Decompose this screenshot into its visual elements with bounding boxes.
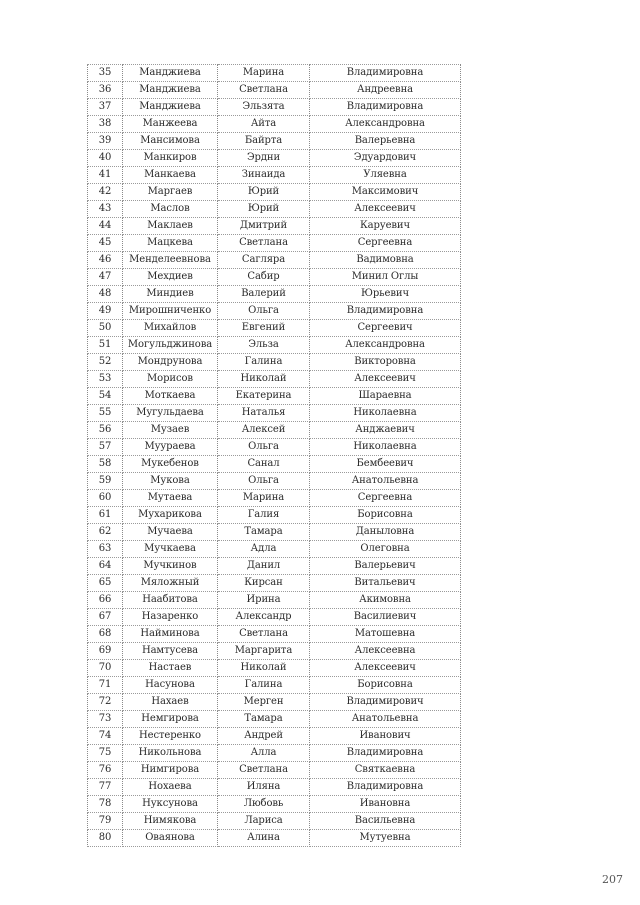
row-number: 63 <box>88 541 123 558</box>
table-row <box>88 184 461 201</box>
table-row <box>88 575 461 592</box>
row-number: 64 <box>88 558 123 575</box>
row-number: 42 <box>88 184 123 201</box>
given-name-cell: Маргарита <box>218 643 310 660</box>
name-list-body <box>88 65 461 847</box>
patronymic-cell: Каруевич <box>310 218 461 235</box>
row-number: 41 <box>88 167 123 184</box>
table-row <box>88 796 461 813</box>
given-name-cell: Марина <box>218 65 310 82</box>
patronymic-cell: Борисовна <box>310 677 461 694</box>
row-number: 35 <box>88 65 123 82</box>
row-number: 57 <box>88 439 123 456</box>
patronymic-cell: Витальевич <box>310 575 461 592</box>
patronymic-cell: Юрьевич <box>310 286 461 303</box>
given-name-cell: Андрей <box>218 728 310 745</box>
patronymic-cell: Владимировна <box>310 303 461 320</box>
row-number: 44 <box>88 218 123 235</box>
given-name-cell: Алексей <box>218 422 310 439</box>
row-number: 54 <box>88 388 123 405</box>
surname-cell: Нимякова <box>123 813 218 830</box>
table-row <box>88 813 461 830</box>
surname-cell: Нахаев <box>123 694 218 711</box>
patronymic-cell: Сергеевна <box>310 235 461 252</box>
row-number: 39 <box>88 133 123 150</box>
table-row <box>88 422 461 439</box>
surname-cell: Мучаева <box>123 524 218 541</box>
given-name-cell: Сабир <box>218 269 310 286</box>
table-row <box>88 371 461 388</box>
patronymic-cell: Акимовна <box>310 592 461 609</box>
patronymic-cell: Шараевна <box>310 388 461 405</box>
given-name-cell: Галина <box>218 354 310 371</box>
patronymic-cell: Алексеевич <box>310 371 461 388</box>
surname-cell: Маслов <box>123 201 218 218</box>
table-row <box>88 99 461 116</box>
given-name-cell: Николай <box>218 371 310 388</box>
table-row <box>88 252 461 269</box>
surname-cell: Немгирова <box>123 711 218 728</box>
surname-cell: Мирошниченко <box>123 303 218 320</box>
row-number: 65 <box>88 575 123 592</box>
surname-cell: Михайлов <box>123 320 218 337</box>
table-row <box>88 405 461 422</box>
given-name-cell: Тамара <box>218 711 310 728</box>
patronymic-cell: Уляевна <box>310 167 461 184</box>
surname-cell: Насунова <box>123 677 218 694</box>
patronymic-cell: Максимович <box>310 184 461 201</box>
given-name-cell: Адла <box>218 541 310 558</box>
row-number: 40 <box>88 150 123 167</box>
table-row <box>88 643 461 660</box>
given-name-cell: Эльза <box>218 337 310 354</box>
patronymic-cell: Алексеевич <box>310 660 461 677</box>
table-row <box>88 524 461 541</box>
surname-cell: Мухарикова <box>123 507 218 524</box>
given-name-cell: Светлана <box>218 626 310 643</box>
table-row <box>88 677 461 694</box>
row-number: 50 <box>88 320 123 337</box>
surname-cell: Найминова <box>123 626 218 643</box>
given-name-cell: Байрта <box>218 133 310 150</box>
given-name-cell: Дмитрий <box>218 218 310 235</box>
patronymic-cell: Анатольевна <box>310 711 461 728</box>
surname-cell: Мехдиев <box>123 269 218 286</box>
patronymic-cell: Вадимовна <box>310 252 461 269</box>
row-number: 74 <box>88 728 123 745</box>
row-number: 51 <box>88 337 123 354</box>
given-name-cell: Данил <box>218 558 310 575</box>
table-row <box>88 609 461 626</box>
table-row <box>88 456 461 473</box>
surname-cell: Миндиев <box>123 286 218 303</box>
patronymic-cell: Иванович <box>310 728 461 745</box>
given-name-cell: Ольга <box>218 473 310 490</box>
given-name-cell: Зинаида <box>218 167 310 184</box>
given-name-cell: Александр <box>218 609 310 626</box>
row-number: 68 <box>88 626 123 643</box>
table-row <box>88 388 461 405</box>
patronymic-cell: Владимировна <box>310 99 461 116</box>
surname-cell: Оваянова <box>123 830 218 847</box>
given-name-cell: Иляна <box>218 779 310 796</box>
given-name-cell: Санал <box>218 456 310 473</box>
given-name-cell: Евгений <box>218 320 310 337</box>
row-number: 53 <box>88 371 123 388</box>
patronymic-cell: Владимировна <box>310 779 461 796</box>
patronymic-cell: Владимировна <box>310 745 461 762</box>
table-row <box>88 82 461 99</box>
patronymic-cell: Святкаевна <box>310 762 461 779</box>
surname-cell: Настаев <box>123 660 218 677</box>
surname-cell: Мяложный <box>123 575 218 592</box>
row-number: 73 <box>88 711 123 728</box>
surname-cell: Манджиева <box>123 99 218 116</box>
row-number: 78 <box>88 796 123 813</box>
table-row <box>88 320 461 337</box>
patronymic-cell: Сергеевич <box>310 320 461 337</box>
row-number: 55 <box>88 405 123 422</box>
table-row <box>88 694 461 711</box>
patronymic-cell: Анатольевна <box>310 473 461 490</box>
given-name-cell: Ольга <box>218 303 310 320</box>
surname-cell: Менделеевнова <box>123 252 218 269</box>
row-number: 56 <box>88 422 123 439</box>
patronymic-cell: Анджаевич <box>310 422 461 439</box>
table-row <box>88 830 461 847</box>
surname-cell: Манкиров <box>123 150 218 167</box>
given-name-cell: Любовь <box>218 796 310 813</box>
patronymic-cell: Андреевна <box>310 82 461 99</box>
surname-cell: Манджиева <box>123 82 218 99</box>
table-row <box>88 354 461 371</box>
given-name-cell: Наталья <box>218 405 310 422</box>
table-row <box>88 65 461 82</box>
patronymic-cell: Александровна <box>310 337 461 354</box>
row-number: 66 <box>88 592 123 609</box>
table-row <box>88 762 461 779</box>
table-row <box>88 660 461 677</box>
surname-cell: Мансимова <box>123 133 218 150</box>
table-row <box>88 439 461 456</box>
name-list-table <box>87 64 461 847</box>
table-row <box>88 167 461 184</box>
patronymic-cell: Алексеевна <box>310 643 461 660</box>
row-number: 58 <box>88 456 123 473</box>
surname-cell: Мучкинов <box>123 558 218 575</box>
table-row <box>88 133 461 150</box>
surname-cell: Нуксунова <box>123 796 218 813</box>
row-number: 69 <box>88 643 123 660</box>
row-number: 62 <box>88 524 123 541</box>
patronymic-cell: Алексеевич <box>310 201 461 218</box>
row-number: 60 <box>88 490 123 507</box>
row-number: 48 <box>88 286 123 303</box>
row-number: 79 <box>88 813 123 830</box>
given-name-cell: Николай <box>218 660 310 677</box>
surname-cell: Моткаева <box>123 388 218 405</box>
surname-cell: Намтусева <box>123 643 218 660</box>
patronymic-cell: Владимирович <box>310 694 461 711</box>
table-row <box>88 473 461 490</box>
row-number: 77 <box>88 779 123 796</box>
given-name-cell: Алина <box>218 830 310 847</box>
given-name-cell: Айта <box>218 116 310 133</box>
row-number: 67 <box>88 609 123 626</box>
row-number: 52 <box>88 354 123 371</box>
table-row <box>88 201 461 218</box>
surname-cell: Маклаев <box>123 218 218 235</box>
given-name-cell: Марина <box>218 490 310 507</box>
given-name-cell: Ирина <box>218 592 310 609</box>
given-name-cell: Ольга <box>218 439 310 456</box>
table-row <box>88 218 461 235</box>
surname-cell: Манджиева <box>123 65 218 82</box>
row-number: 75 <box>88 745 123 762</box>
patronymic-cell: Владимировна <box>310 65 461 82</box>
table-row <box>88 626 461 643</box>
patronymic-cell: Валерьевна <box>310 133 461 150</box>
patronymic-cell: Викторовна <box>310 354 461 371</box>
row-number: 70 <box>88 660 123 677</box>
surname-cell: Наабитова <box>123 592 218 609</box>
patronymic-cell: Ивановна <box>310 796 461 813</box>
row-number: 37 <box>88 99 123 116</box>
surname-cell: Манкаева <box>123 167 218 184</box>
patronymic-cell: Валерьевич <box>310 558 461 575</box>
row-number: 38 <box>88 116 123 133</box>
surname-cell: Мучкаева <box>123 541 218 558</box>
table-row <box>88 779 461 796</box>
surname-cell: Манжеева <box>123 116 218 133</box>
table-row <box>88 286 461 303</box>
table-row <box>88 235 461 252</box>
row-number: 49 <box>88 303 123 320</box>
given-name-cell: Сагляра <box>218 252 310 269</box>
table-row <box>88 490 461 507</box>
table-row <box>88 711 461 728</box>
table-row <box>88 116 461 133</box>
table-row <box>88 592 461 609</box>
patronymic-cell: Бембеевич <box>310 456 461 473</box>
patronymic-cell: Николаевна <box>310 439 461 456</box>
table-row <box>88 303 461 320</box>
surname-cell: Муураева <box>123 439 218 456</box>
table-row <box>88 337 461 354</box>
surname-cell: Назаренко <box>123 609 218 626</box>
surname-cell: Нимгирова <box>123 762 218 779</box>
surname-cell: Нестеренко <box>123 728 218 745</box>
table-row <box>88 269 461 286</box>
given-name-cell: Кирсан <box>218 575 310 592</box>
surname-cell: Мугульдаева <box>123 405 218 422</box>
given-name-cell: Светлана <box>218 82 310 99</box>
surname-cell: Музаев <box>123 422 218 439</box>
row-number: 61 <box>88 507 123 524</box>
patronymic-cell: Олеговна <box>310 541 461 558</box>
given-name-cell: Эльзята <box>218 99 310 116</box>
given-name-cell: Мерген <box>218 694 310 711</box>
patronymic-cell: Минил Оглы <box>310 269 461 286</box>
patronymic-cell: Борисовна <box>310 507 461 524</box>
surname-cell: Мутаева <box>123 490 218 507</box>
row-number: 47 <box>88 269 123 286</box>
table-row <box>88 507 461 524</box>
patronymic-cell: Александровна <box>310 116 461 133</box>
patronymic-cell: Даныловна <box>310 524 461 541</box>
row-number: 36 <box>88 82 123 99</box>
row-number: 45 <box>88 235 123 252</box>
patronymic-cell: Николаевна <box>310 405 461 422</box>
surname-cell: Могульджинова <box>123 337 218 354</box>
given-name-cell: Юрий <box>218 201 310 218</box>
row-number: 59 <box>88 473 123 490</box>
patronymic-cell: Эдуардович <box>310 150 461 167</box>
surname-cell: Мондрунова <box>123 354 218 371</box>
given-name-cell: Валерий <box>218 286 310 303</box>
given-name-cell: Юрий <box>218 184 310 201</box>
patronymic-cell: Матошевна <box>310 626 461 643</box>
given-name-cell: Екатерина <box>218 388 310 405</box>
patronymic-cell: Мутуевна <box>310 830 461 847</box>
patronymic-cell: Васильевна <box>310 813 461 830</box>
given-name-cell: Галия <box>218 507 310 524</box>
patronymic-cell: Василиевич <box>310 609 461 626</box>
surname-cell: Маргаев <box>123 184 218 201</box>
row-number: 43 <box>88 201 123 218</box>
given-name-cell: Тамара <box>218 524 310 541</box>
table-row <box>88 150 461 167</box>
given-name-cell: Галина <box>218 677 310 694</box>
given-name-cell: Эрдни <box>218 150 310 167</box>
row-number: 46 <box>88 252 123 269</box>
surname-cell: Мукебенов <box>123 456 218 473</box>
table-row <box>88 728 461 745</box>
surname-cell: Нохаева <box>123 779 218 796</box>
row-number: 80 <box>88 830 123 847</box>
page-number: 207 <box>602 873 623 886</box>
surname-cell: Никольнова <box>123 745 218 762</box>
patronymic-cell: Сергеевна <box>310 490 461 507</box>
surname-cell: Мукова <box>123 473 218 490</box>
row-number: 72 <box>88 694 123 711</box>
surname-cell: Морисов <box>123 371 218 388</box>
table-row <box>88 745 461 762</box>
row-number: 71 <box>88 677 123 694</box>
table-row <box>88 541 461 558</box>
table-row <box>88 558 461 575</box>
given-name-cell: Светлана <box>218 235 310 252</box>
given-name-cell: Алла <box>218 745 310 762</box>
given-name-cell: Светлана <box>218 762 310 779</box>
surname-cell: Мацкева <box>123 235 218 252</box>
row-number: 76 <box>88 762 123 779</box>
given-name-cell: Лариса <box>218 813 310 830</box>
